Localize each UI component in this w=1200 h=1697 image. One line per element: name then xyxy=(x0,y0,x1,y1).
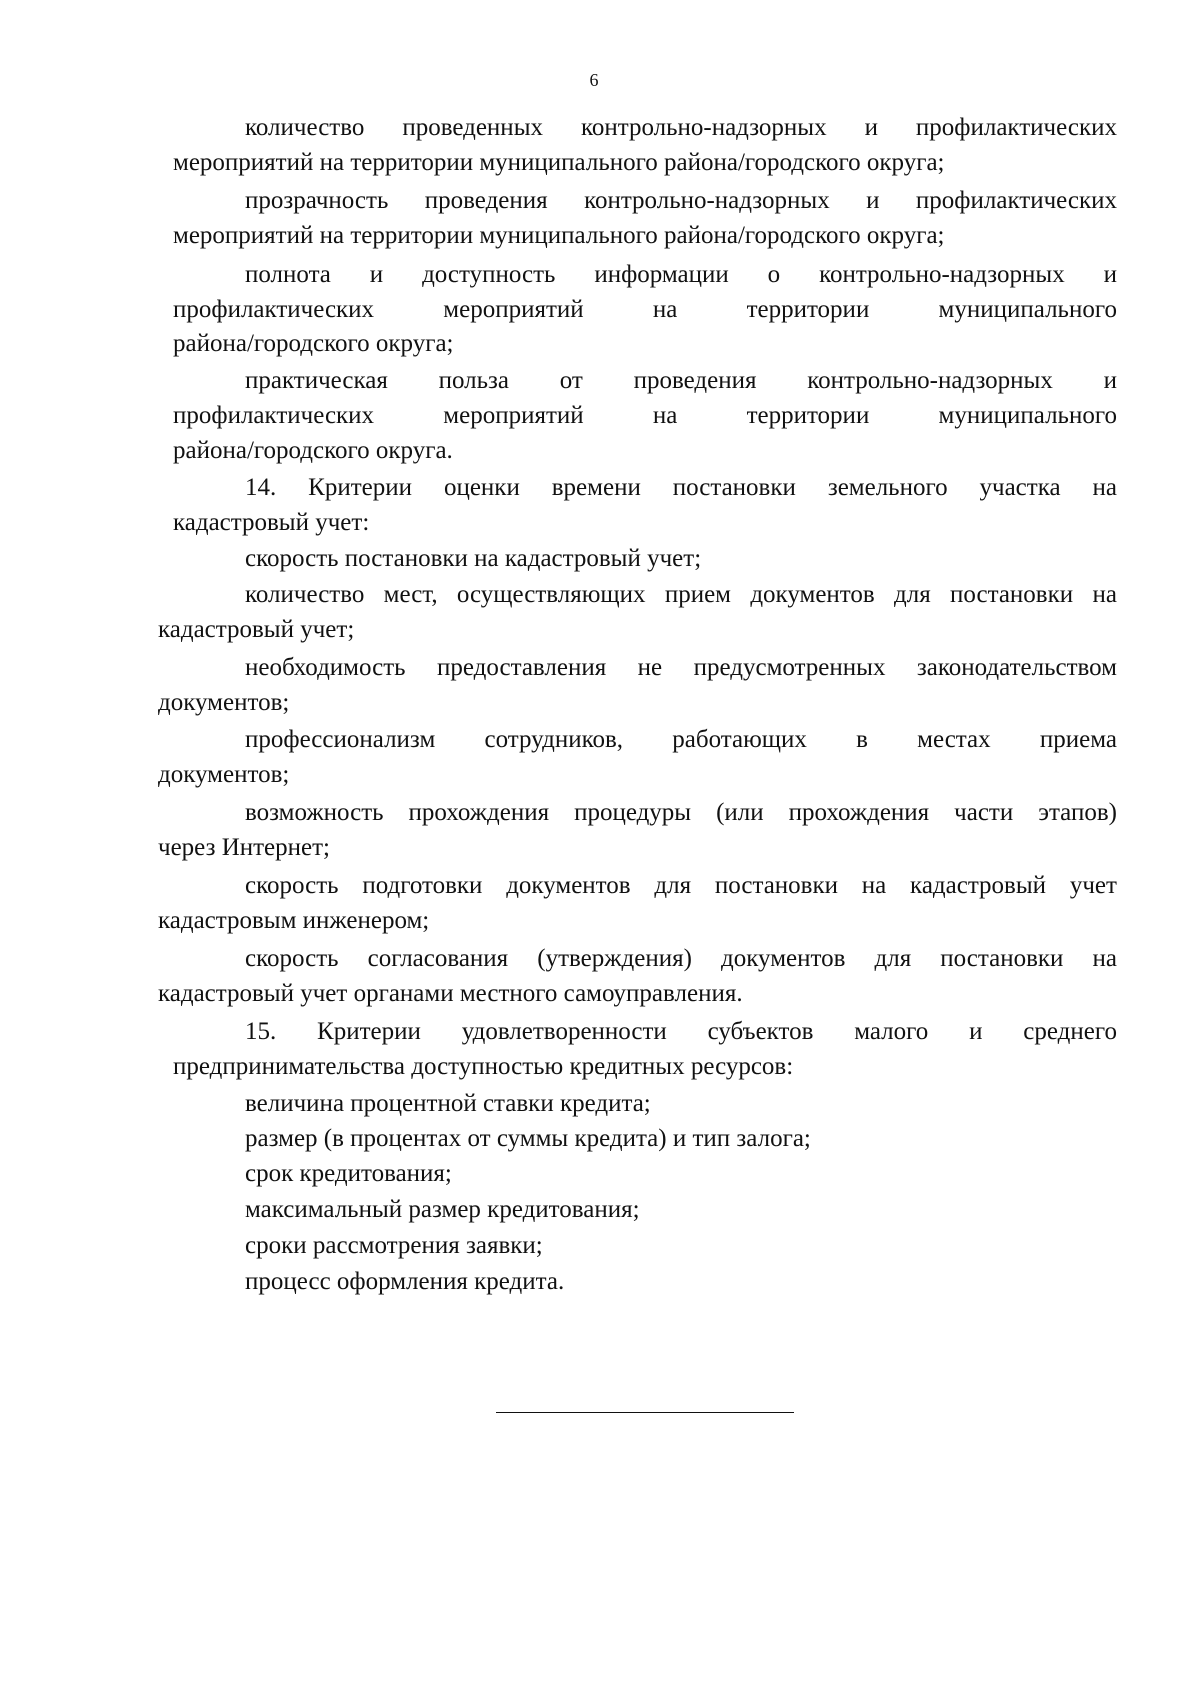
paragraph-continuation-line: мероприятий на территории муниципального района/городского округа; xyxy=(173,222,945,249)
text-word: 15. xyxy=(245,1018,277,1045)
paragraph-continuation-line: кадастровым инженером; xyxy=(158,907,430,934)
text-word: на xyxy=(861,872,887,899)
text-word: документов xyxy=(506,872,631,899)
text-word: 14. xyxy=(245,474,277,501)
text-word: прозрачность xyxy=(245,187,389,214)
text-word: информации xyxy=(594,261,729,288)
paragraph-first-line xyxy=(245,578,1117,612)
paragraph-continuation-line: района/городского округа; xyxy=(173,330,454,357)
paragraph-first-line xyxy=(245,942,1117,976)
text-word: контрольно-надзорных xyxy=(819,261,1065,288)
paragraph-first-line xyxy=(245,111,1117,145)
text-word: подготовки xyxy=(362,872,483,899)
text-word: и xyxy=(1103,367,1117,394)
text-word: профилактических xyxy=(915,187,1117,214)
text-word: контрольно-надзорных xyxy=(580,114,827,141)
paragraph-first-line: процесс оформления кредита. xyxy=(245,1268,565,1295)
text-word: территории xyxy=(746,402,870,429)
text-word: согласования xyxy=(367,945,509,972)
text-word: профилактических xyxy=(173,402,375,429)
text-word: проведения xyxy=(633,367,757,394)
paragraph-continuation-line: мероприятий на территории муниципального района/городского округа; xyxy=(173,149,945,176)
text-word: профилактических xyxy=(173,296,375,323)
text-word: процедуры xyxy=(574,799,692,826)
text-word: субъектов xyxy=(707,1018,814,1045)
text-word: полнота xyxy=(245,261,331,288)
closing-separator-line xyxy=(496,1412,794,1413)
text-word: и xyxy=(864,114,878,141)
text-word: осуществляющих xyxy=(456,581,646,608)
paragraph-first-line: срок кредитования; xyxy=(245,1160,452,1187)
text-word: документов xyxy=(721,945,846,972)
text-word: мероприятий xyxy=(443,402,584,429)
paragraph-continuation-line: кадастровый учет; xyxy=(158,616,355,643)
text-word: контрольно-надзорных xyxy=(807,367,1053,394)
paragraph-first-line xyxy=(245,796,1117,830)
text-word: части xyxy=(954,799,1014,826)
paragraph-first-line: сроки рассмотрения заявки; xyxy=(245,1232,543,1259)
text-word: муниципального xyxy=(938,296,1117,323)
paragraph-first-line: скорость постановки на кадастровый учет; xyxy=(245,545,702,572)
text-word: документов xyxy=(750,581,875,608)
paragraph-continuation-line: предпринимательства доступностью кредитных ресурсов: xyxy=(173,1053,794,1080)
paragraph-continuation-line: документов; xyxy=(158,689,290,716)
text-word: скорость xyxy=(245,945,339,972)
text-word: возможность xyxy=(245,799,384,826)
text-word: среднего xyxy=(1023,1018,1117,1045)
paragraph-first-line xyxy=(245,258,1117,292)
text-word: оценки xyxy=(443,474,520,501)
text-word: мероприятий xyxy=(443,296,584,323)
text-word: законодательством xyxy=(916,654,1117,681)
text-word: прохождения xyxy=(788,799,930,826)
text-word: и xyxy=(369,261,384,288)
text-word: работающих xyxy=(672,726,807,753)
paragraph-continuation-line xyxy=(173,399,1117,433)
text-word: для xyxy=(874,945,912,972)
text-word: мест, xyxy=(383,581,438,608)
paragraph-continuation-line xyxy=(173,293,1117,327)
paragraph-continuation-line: района/городского округа. xyxy=(173,437,453,464)
paragraph-first-line: размер (в процентах от суммы кредита) и тип залога; xyxy=(245,1125,811,1152)
paragraph-first-line xyxy=(245,184,1117,218)
text-word: на xyxy=(1092,945,1117,972)
paragraph-first-line xyxy=(245,1015,1117,1049)
text-word: на xyxy=(652,296,678,323)
text-word: необходимость xyxy=(245,654,406,681)
text-word: (или xyxy=(716,799,764,826)
text-word: контрольно-надзорных xyxy=(584,187,830,214)
text-word: прием xyxy=(664,581,732,608)
text-word: не xyxy=(637,654,663,681)
text-word: о xyxy=(767,261,781,288)
text-word: для xyxy=(654,872,692,899)
text-word: Критерии xyxy=(317,1018,421,1045)
text-word: от xyxy=(559,367,583,394)
text-word: профессионализм xyxy=(245,726,436,753)
text-word: муниципального xyxy=(938,402,1117,429)
text-word: постановки xyxy=(940,945,1064,972)
text-word: кадастровый xyxy=(910,872,1047,899)
text-word: постановки xyxy=(672,474,796,501)
paragraph-first-line xyxy=(245,723,1117,757)
text-word: и xyxy=(969,1018,983,1045)
paragraph-first-line xyxy=(245,471,1117,505)
text-word: местах xyxy=(917,726,991,753)
paragraph-first-line: величина процентной ставки кредита; xyxy=(245,1090,651,1117)
text-word: постановки xyxy=(950,581,1074,608)
text-word: проведения xyxy=(424,187,548,214)
text-word: удовлетворенности xyxy=(461,1018,667,1045)
text-word: предоставления xyxy=(437,654,607,681)
text-word: и xyxy=(1103,261,1117,288)
text-word: для xyxy=(894,581,931,608)
text-word: на xyxy=(652,402,678,429)
text-word: предусмотренных xyxy=(693,654,886,681)
text-word: малого xyxy=(854,1018,929,1045)
text-word: и xyxy=(866,187,880,214)
text-word: прохождения xyxy=(408,799,550,826)
paragraph-continuation-line: документов; xyxy=(158,761,290,788)
paragraph-continuation-line: через Интернет; xyxy=(158,834,330,861)
paragraph-continuation-line: кадастровый учет: xyxy=(173,509,370,536)
text-word: земельного xyxy=(827,474,948,501)
text-word: этапов) xyxy=(1038,799,1117,826)
text-word: практическая xyxy=(245,367,388,394)
text-word: постановки xyxy=(714,872,838,899)
text-word: количество xyxy=(245,114,365,141)
page-number: 6 xyxy=(589,70,599,90)
text-word: учет xyxy=(1069,872,1117,899)
text-word: времени xyxy=(551,474,641,501)
text-word: проведенных xyxy=(402,114,543,141)
text-word: (утверждения) xyxy=(537,945,692,972)
paragraph-first-line xyxy=(245,651,1117,685)
text-word: количество xyxy=(245,581,365,608)
paragraph-first-line: максимальный размер кредитования; xyxy=(245,1196,640,1223)
text-word: Критерии xyxy=(308,474,413,501)
text-word: доступность xyxy=(422,261,556,288)
paragraph-first-line xyxy=(245,364,1117,398)
text-word: приема xyxy=(1039,726,1117,753)
text-word: в xyxy=(856,726,868,753)
text-word: участка xyxy=(979,474,1061,501)
paragraph-continuation-line: кадастровый учет органами местного самоуправления. xyxy=(158,980,743,1007)
paragraph-first-line xyxy=(245,869,1117,903)
text-word: территории xyxy=(746,296,870,323)
text-word: на xyxy=(1092,474,1117,501)
text-word: польза xyxy=(438,367,509,394)
text-word: скорость xyxy=(245,872,339,899)
text-word: сотрудников, xyxy=(484,726,624,753)
text-word: на xyxy=(1092,581,1117,608)
text-word: профилактических xyxy=(915,114,1117,141)
